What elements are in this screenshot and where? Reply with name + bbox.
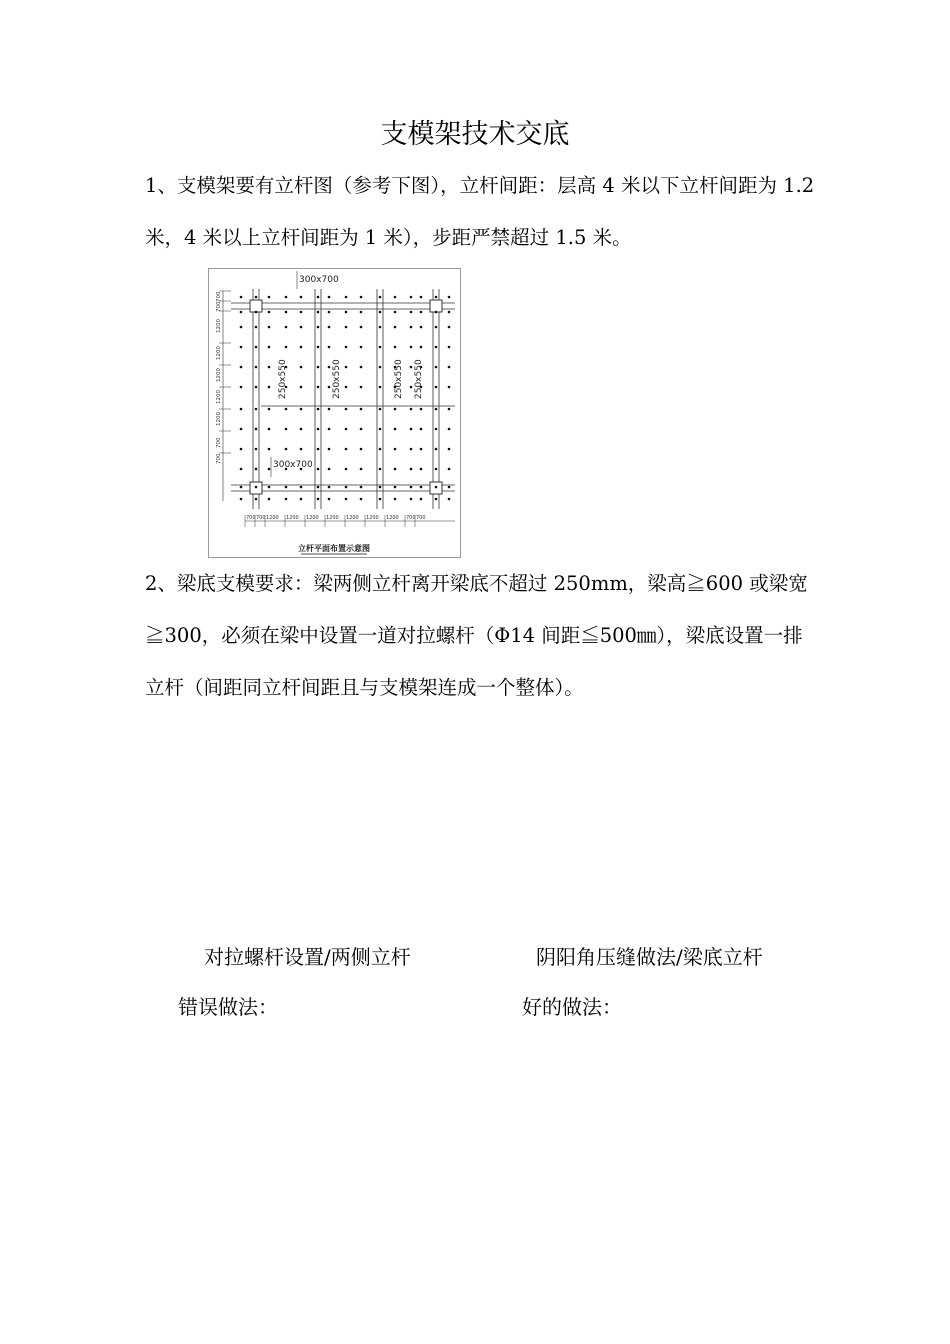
pole-dot bbox=[435, 448, 438, 451]
column-square bbox=[250, 300, 262, 312]
paragraph-2: 2、梁底支模要求：梁两侧立杆离开梁底不超过 250mm，梁高≧600 或梁宽≧300，必须在梁中设置一道对拉螺杆（Φ14 间距≦500㎜），梁底设置一排立杆（间距同立杆间距且与支模架连成一个整体）。 bbox=[145, 572, 808, 699]
pole-dot bbox=[435, 311, 438, 314]
pole-dot bbox=[448, 326, 451, 329]
pole-dot bbox=[345, 468, 348, 471]
pole-dot bbox=[379, 498, 382, 501]
pole-dot bbox=[394, 486, 397, 489]
pole-dot bbox=[240, 498, 243, 501]
dim-label-bottom: 700 bbox=[256, 515, 266, 521]
pole-dot bbox=[328, 428, 331, 431]
pole-dot bbox=[360, 296, 363, 299]
dim-label-bottom: 1200 bbox=[346, 515, 359, 521]
pole-dot bbox=[300, 486, 303, 489]
pole-dot bbox=[268, 366, 271, 369]
pole-dot bbox=[317, 311, 320, 314]
pole-dot bbox=[300, 408, 303, 411]
pole-dot bbox=[448, 498, 451, 501]
caption-right-line1: 阴阳角压缝做法/梁底立杆 bbox=[536, 945, 763, 969]
pole-dot bbox=[240, 486, 243, 489]
pole-dot bbox=[328, 468, 331, 471]
pole-dot bbox=[317, 326, 320, 329]
pole-dot bbox=[300, 326, 303, 329]
pole-dot bbox=[345, 326, 348, 329]
pole-dot bbox=[268, 346, 271, 349]
pole-dot bbox=[328, 366, 331, 369]
pole-dot bbox=[435, 346, 438, 349]
pole-dot bbox=[285, 296, 288, 299]
pole-dot bbox=[379, 428, 382, 431]
dim-label-left: 1200 bbox=[216, 368, 222, 382]
pole-dot bbox=[379, 326, 382, 329]
pole-dot bbox=[345, 448, 348, 451]
pole-dot bbox=[379, 408, 382, 411]
pole-dot bbox=[448, 386, 451, 389]
pole-dot bbox=[379, 346, 382, 349]
pole-dot bbox=[255, 311, 258, 314]
pole-dot bbox=[255, 498, 258, 501]
paragraph-1: 1、支模架要有立杆图（参考下图），立杆间距：层高 4 米以下立杆间距为 1.2 米，4 米以上立杆间距为 1 米），步距严禁超过 1.5 米。 bbox=[145, 174, 815, 249]
dim-label-bottom: 1200 bbox=[326, 515, 339, 521]
figure-caption: 立杆平面布置示意图 bbox=[298, 544, 370, 553]
beam-label-vertical: 250x550 bbox=[278, 359, 288, 399]
column-square bbox=[430, 300, 442, 312]
pole-dot bbox=[300, 366, 303, 369]
pole-dot bbox=[379, 296, 382, 299]
pole-dot bbox=[255, 296, 258, 299]
pole-dot bbox=[448, 468, 451, 471]
support-layout-figure bbox=[208, 268, 461, 558]
pole-dot bbox=[448, 408, 451, 411]
pole-dot bbox=[285, 408, 288, 411]
pole-dot bbox=[435, 498, 438, 501]
pole-dot bbox=[345, 311, 348, 314]
pole-dot bbox=[379, 486, 382, 489]
pole-dot bbox=[345, 386, 348, 389]
pole-dot bbox=[448, 366, 451, 369]
pole-dot bbox=[410, 346, 413, 349]
dim-label-bottom: 1200 bbox=[286, 515, 299, 521]
pole-dot bbox=[240, 366, 243, 369]
pole-dot bbox=[285, 346, 288, 349]
pole-dot bbox=[240, 326, 243, 329]
dim-label-bottom: 700 bbox=[406, 515, 416, 521]
dim-label-bottom: 1200 bbox=[366, 515, 379, 521]
pole-dot bbox=[360, 448, 363, 451]
pole-dot bbox=[300, 311, 303, 314]
pole-dot bbox=[360, 486, 363, 489]
pole-dot bbox=[268, 296, 271, 299]
pole-dot bbox=[285, 311, 288, 314]
pole-dot bbox=[394, 408, 397, 411]
pole-dot bbox=[255, 448, 258, 451]
pole-dot bbox=[394, 428, 397, 431]
pole-dot bbox=[420, 346, 423, 349]
pole-dot bbox=[420, 296, 423, 299]
pole-dot bbox=[448, 486, 451, 489]
pole-dot bbox=[255, 326, 258, 329]
pole-dot bbox=[420, 448, 423, 451]
pole-dot bbox=[410, 498, 413, 501]
pole-dot bbox=[435, 366, 438, 369]
dim-label-bottom: 700 bbox=[246, 515, 256, 521]
pole-dot bbox=[420, 468, 423, 471]
pole-dot bbox=[240, 296, 243, 299]
pole-dot bbox=[328, 386, 331, 389]
pole-dot bbox=[268, 428, 271, 431]
pole-dot bbox=[410, 486, 413, 489]
pole-dot bbox=[448, 448, 451, 451]
pole-dot bbox=[240, 408, 243, 411]
pole-dot bbox=[394, 311, 397, 314]
pole-dot bbox=[317, 296, 320, 299]
pole-dot bbox=[410, 408, 413, 411]
pole-dot bbox=[240, 346, 243, 349]
pole-dot bbox=[328, 486, 331, 489]
dim-label-left: 700 bbox=[216, 437, 222, 448]
dim-label-bottom: 1200 bbox=[266, 515, 279, 521]
pole-dot bbox=[285, 428, 288, 431]
pole-dot bbox=[300, 346, 303, 349]
pole-dot bbox=[317, 486, 320, 489]
dim-label-left: 700 bbox=[216, 291, 222, 302]
pole-dot bbox=[360, 346, 363, 349]
pole-dot bbox=[435, 386, 438, 389]
pole-dot bbox=[240, 386, 243, 389]
dim-label-left: 700 bbox=[216, 301, 222, 312]
pole-dot bbox=[360, 311, 363, 314]
caption-right bbox=[522, 932, 763, 1032]
pole-dot bbox=[317, 498, 320, 501]
pole-dot bbox=[379, 448, 382, 451]
pole-dot bbox=[268, 408, 271, 411]
pole-dot bbox=[255, 408, 258, 411]
beam-label-vertical: 250x550 bbox=[394, 359, 404, 399]
pole-dot bbox=[435, 486, 438, 489]
dim-label-bottom: 700 bbox=[416, 515, 426, 521]
pole-dot bbox=[394, 468, 397, 471]
dim-label-left: 1200 bbox=[216, 319, 222, 333]
pole-dot bbox=[420, 498, 423, 501]
dim-label-bottom: 1200 bbox=[306, 515, 319, 521]
pole-dot bbox=[448, 346, 451, 349]
dim-label-left: 1200 bbox=[216, 390, 222, 404]
pole-dot bbox=[268, 386, 271, 389]
caption-right-line2: 好的做法： bbox=[522, 995, 622, 1019]
support-layout-diagram bbox=[209, 269, 460, 557]
pole-dot bbox=[435, 326, 438, 329]
pole-dot bbox=[300, 498, 303, 501]
pole-dot bbox=[255, 386, 258, 389]
pole-dot bbox=[379, 386, 382, 389]
pole-dot bbox=[435, 468, 438, 471]
pole-dot bbox=[360, 386, 363, 389]
pole-dot bbox=[285, 486, 288, 489]
pole-dot bbox=[394, 326, 397, 329]
pole-dot bbox=[410, 311, 413, 314]
pole-dot bbox=[360, 468, 363, 471]
pole-dot bbox=[317, 366, 320, 369]
pole-dot bbox=[345, 366, 348, 369]
pole-dot bbox=[360, 428, 363, 431]
pole-dot bbox=[345, 498, 348, 501]
pole-dot bbox=[394, 296, 397, 299]
pole-dot bbox=[255, 428, 258, 431]
pole-dot bbox=[285, 448, 288, 451]
pole-dot bbox=[300, 386, 303, 389]
pole-dot bbox=[360, 326, 363, 329]
pole-dot bbox=[300, 296, 303, 299]
pole-dot bbox=[379, 468, 382, 471]
pole-dot bbox=[240, 311, 243, 314]
beam-label-vertical: 250x550 bbox=[414, 359, 424, 399]
dim-label-left: 1200 bbox=[216, 346, 222, 360]
pole-dot bbox=[328, 448, 331, 451]
pole-dot bbox=[268, 498, 271, 501]
pole-dot bbox=[410, 428, 413, 431]
pole-dot bbox=[328, 346, 331, 349]
pole-dot bbox=[240, 428, 243, 431]
pole-dot bbox=[328, 311, 331, 314]
pole-dot bbox=[345, 428, 348, 431]
pole-dot bbox=[268, 448, 271, 451]
pole-dot bbox=[328, 408, 331, 411]
pole-dot bbox=[317, 408, 320, 411]
beam-label-vertical: 250x550 bbox=[332, 359, 342, 399]
pole-dot bbox=[328, 296, 331, 299]
pole-dot bbox=[410, 468, 413, 471]
pole-dot bbox=[420, 486, 423, 489]
pole-dot bbox=[410, 448, 413, 451]
pole-dot bbox=[345, 408, 348, 411]
pole-dot bbox=[435, 296, 438, 299]
pole-dot bbox=[420, 408, 423, 411]
pole-dot bbox=[317, 448, 320, 451]
pole-dot bbox=[345, 346, 348, 349]
dim-label-left: 700 bbox=[216, 453, 222, 464]
pole-dot bbox=[255, 346, 258, 349]
pole-dot bbox=[240, 468, 243, 471]
pole-dot bbox=[435, 408, 438, 411]
pole-dot bbox=[268, 486, 271, 489]
caption-left-line1: 对拉螺杆设置/两侧立杆 bbox=[204, 945, 411, 969]
pole-dot bbox=[448, 311, 451, 314]
pole-dot bbox=[317, 468, 320, 471]
pole-dot bbox=[285, 326, 288, 329]
pole-dot bbox=[255, 468, 258, 471]
pole-dot bbox=[317, 346, 320, 349]
beam-label-mid: 300x700 bbox=[273, 460, 313, 470]
pole-dot bbox=[394, 498, 397, 501]
pole-dot bbox=[410, 326, 413, 329]
pole-dot bbox=[420, 326, 423, 329]
pole-dot bbox=[255, 366, 258, 369]
pole-dot bbox=[435, 428, 438, 431]
pole-dot bbox=[317, 386, 320, 389]
beam-label-top: 300x700 bbox=[299, 275, 339, 285]
pole-dot bbox=[448, 428, 451, 431]
caption-left bbox=[178, 932, 411, 1032]
document-title: 支模架技术交底 bbox=[380, 119, 570, 150]
pole-dot bbox=[360, 366, 363, 369]
pole-dot bbox=[379, 311, 382, 314]
dim-label-bottom: 1200 bbox=[386, 515, 399, 521]
pole-dot bbox=[394, 448, 397, 451]
caption-left-line2: 错误做法： bbox=[178, 995, 278, 1019]
pole-dot bbox=[410, 386, 413, 389]
pole-dot bbox=[420, 311, 423, 314]
pole-dot bbox=[255, 486, 258, 489]
pole-dot bbox=[410, 366, 413, 369]
pole-dot bbox=[268, 311, 271, 314]
pole-dot bbox=[394, 346, 397, 349]
pole-dot bbox=[448, 296, 451, 299]
pole-dot bbox=[328, 498, 331, 501]
pole-dot bbox=[360, 498, 363, 501]
dim-label-left: 1200 bbox=[216, 412, 222, 426]
pole-dot bbox=[300, 428, 303, 431]
pole-dot bbox=[285, 498, 288, 501]
pole-dot bbox=[317, 428, 320, 431]
pole-dot bbox=[410, 296, 413, 299]
pole-dot bbox=[300, 448, 303, 451]
pole-dot bbox=[379, 366, 382, 369]
pole-dot bbox=[420, 428, 423, 431]
pole-dot bbox=[328, 326, 331, 329]
pole-dot bbox=[360, 408, 363, 411]
pole-dot bbox=[345, 486, 348, 489]
pole-dot bbox=[240, 448, 243, 451]
pole-dot bbox=[345, 296, 348, 299]
pole-dot bbox=[268, 468, 271, 471]
pole-dot bbox=[268, 326, 271, 329]
